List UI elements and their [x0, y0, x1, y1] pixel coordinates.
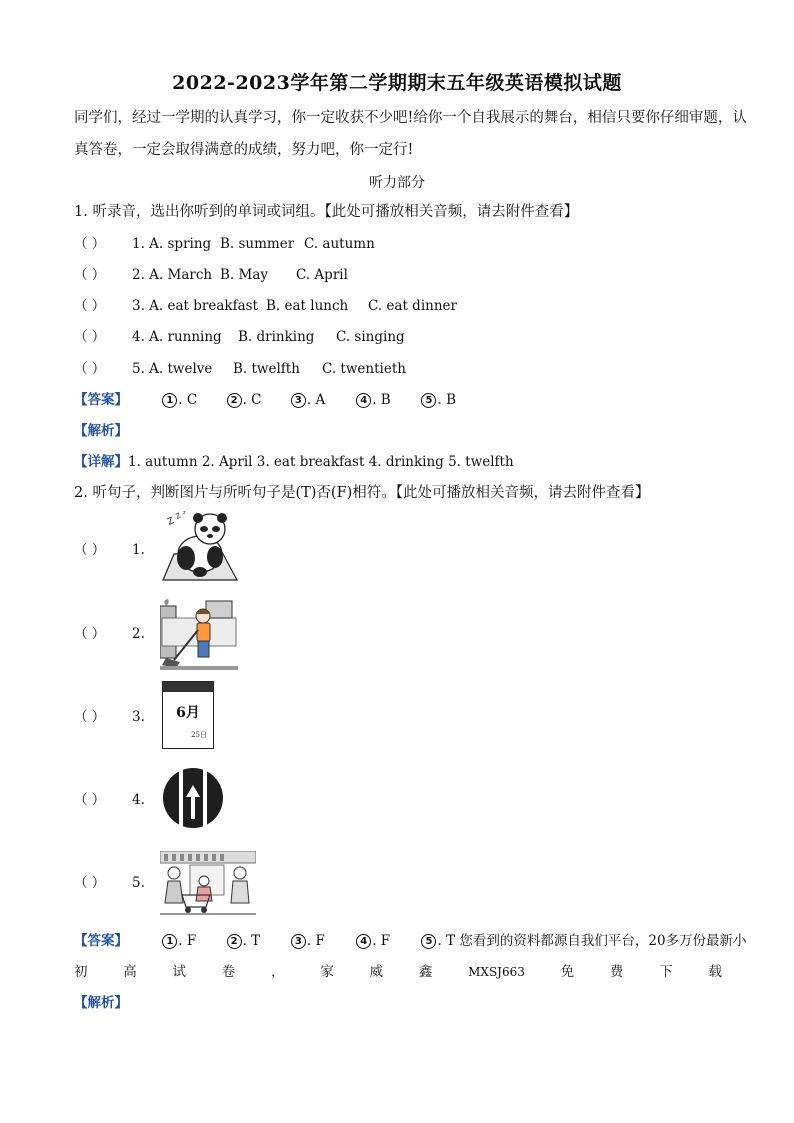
sleeping-panda-icon — [160, 508, 240, 582]
q2-item-1: （ ） 1. — [74, 542, 145, 558]
q2-answer-4: 4 . F — [356, 931, 417, 951]
q1-item-1-c: C. autumn — [304, 236, 375, 252]
q1-item-3-a: 3. A. eat breakfast — [132, 298, 258, 314]
q1-item-5 — [74, 359, 406, 379]
q1-answer-5: 5 . B — [421, 390, 456, 410]
answer-blank[interactable]: （ ） — [74, 236, 106, 252]
q1-item-2-a: 2. A. March — [132, 267, 213, 283]
q1-item-4-b: B. drinking — [238, 329, 315, 345]
q2-item-3: （ ） 3. — [74, 709, 145, 725]
q1-answer-1: 1 . C — [162, 390, 222, 410]
q1-item-4-c: C. singing — [336, 329, 405, 345]
q1-answer-3: 3 . A — [291, 390, 352, 410]
answer-blank[interactable]: （ ） — [74, 329, 106, 345]
calendar-month: 6月 — [176, 705, 200, 721]
q1-item-2 — [74, 265, 348, 285]
detail-label: 【详解】 — [74, 454, 128, 470]
q1-item-4-a: 4. A. running — [132, 329, 222, 345]
q1-item-5-a: 5. A. twelve — [132, 361, 213, 377]
section-heading-listening: 听力部分 — [369, 175, 425, 191]
promo-line-2: 初 高 试 卷 ， 家 威 鑫 MXSJ663 免 费 下 载 — [74, 964, 722, 980]
boy-sweeping-icon — [160, 598, 238, 670]
q1-item-5-c: C. twentieth — [322, 361, 406, 377]
analysis-label: 【解析】 — [74, 423, 128, 439]
answer-blank[interactable]: （ ） — [74, 626, 106, 642]
promo-text: 您看到的资料都源自我们平台，20多万份最新小 — [459, 933, 747, 949]
q2-item-5: （ ） 5. — [74, 875, 145, 891]
q1-answer-2: 2 . C — [227, 390, 287, 410]
q2-answers — [74, 931, 747, 951]
q1-prompt: 1. 听录音，选出你听到的单词或词组。【此处可播放相关音频，请去附件查看】 — [74, 204, 579, 220]
answer-label: 【答案】 — [74, 933, 128, 949]
road-arrow-sign-icon — [162, 767, 224, 829]
q1-item-2-b: B. May — [220, 267, 269, 283]
calendar-header — [163, 682, 213, 692]
answer-blank[interactable]: （ ） — [74, 298, 106, 314]
q1-item-1-b: B. summer — [220, 236, 295, 252]
family-shopping-icon — [160, 851, 256, 915]
svg-text:Z: Z — [174, 511, 183, 521]
answer-blank[interactable]: （ ） — [74, 267, 106, 283]
q2-answer-1: 1 . F — [162, 931, 222, 951]
svg-text:Z: Z — [166, 516, 176, 528]
calendar-icon — [162, 681, 214, 749]
q1-item-4 — [74, 327, 405, 347]
q1-answers — [74, 390, 456, 410]
detail-text: 1. autumn 2. April 3. eat breakfast 4. drinking 5. twelfth — [128, 454, 514, 470]
answer-blank[interactable]: （ ） — [74, 542, 106, 558]
calendar-day: 25日 — [191, 731, 207, 739]
answer-blank[interactable]: （ ） — [74, 361, 106, 377]
svg-text:z: z — [183, 510, 186, 516]
q2-prompt: 2. 听句子，判断图片与所听句子是(T)否(F)相符。【此处可播放相关音频，请去附件查看】 — [74, 485, 650, 501]
intro-line-1: 同学们，经过一学期的认真学习，你一定收获不少吧!给你一个自我展示的舞台，相信只要你仔细审题，认 — [74, 110, 747, 126]
q1-item-5-b: B. twelfth — [233, 361, 300, 377]
q2-answer-2: 2 . T — [227, 931, 287, 951]
q2-answer-5: 5 . T 您看到的资料都源自我们平台，20多万份最新小 — [421, 931, 746, 951]
q1-detail — [74, 452, 514, 472]
answer-blank[interactable]: （ ） — [74, 792, 106, 808]
q2-item-2: （ ） 2. — [74, 626, 145, 642]
answer-label: 【答案】 — [74, 392, 128, 408]
analysis-label-2: 【解析】 — [74, 995, 128, 1011]
q2-answer-3: 3 . F — [291, 931, 352, 951]
q1-answer-4: 4 . B — [356, 390, 417, 410]
page-title: 2022-2023学年第二学期期末五年级英语模拟试题 — [172, 72, 622, 94]
q1-item-3-b: B. eat lunch — [266, 298, 349, 314]
answer-blank[interactable]: （ ） — [74, 709, 106, 725]
q1-item-3 — [74, 296, 457, 316]
intro-line-2: 真答卷，一定会取得满意的成绩，努力吧，你一定行! — [74, 142, 414, 158]
q1-item-3-c: C. eat dinner — [368, 298, 457, 314]
answer-blank[interactable]: （ ） — [74, 875, 106, 891]
q1-item-1-a: 1. A. spring — [132, 236, 212, 252]
q1-item-2-c: C. April — [296, 267, 348, 283]
q2-item-4: （ ） 4. — [74, 792, 145, 808]
q1-item-1 — [74, 234, 375, 254]
